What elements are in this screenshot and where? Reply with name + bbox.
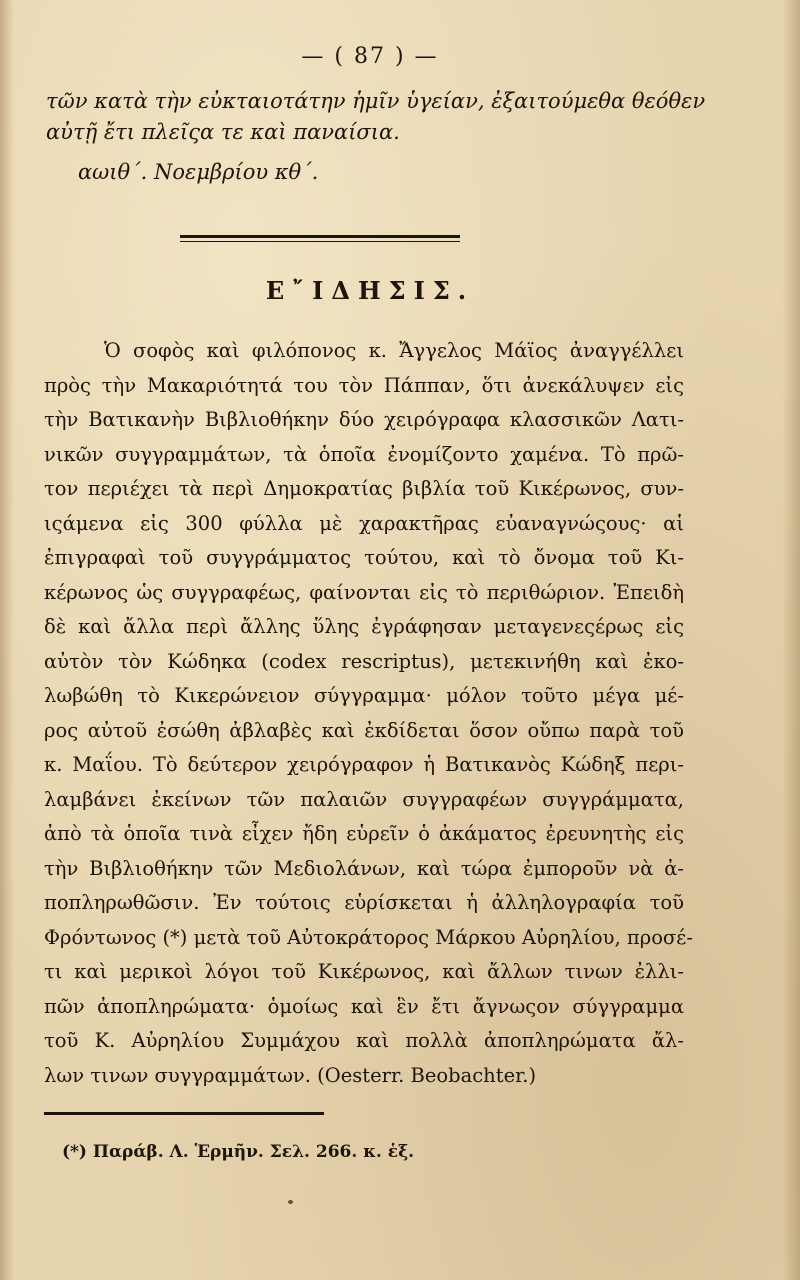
paragraph-line: τον περιέχει τὰ περὶ Δημοκρατίας βιβλία τοῦ Κικέρωνος, συν- — [44, 477, 684, 500]
section-divider — [180, 235, 460, 238]
page-edge-shadow-right — [782, 0, 800, 1280]
section-heading: Ε῎ΙΔΗΣΙΣ. — [265, 276, 475, 305]
paragraph-line: τι καὶ μερικοὶ λόγοι τοῦ Κικέρωνος, καὶ ἄλλων τινων ἐλλι- — [44, 960, 684, 983]
paragraph-line: αὐτὸν τὸν Κώδηκα (codex rescriptus), μετεκινήθη καὶ ἐκο- — [44, 649, 684, 673]
footnote-divider — [44, 1112, 324, 1115]
page-number: — ( 87 ) — — [301, 44, 439, 69]
continued-text — [46, 86, 706, 148]
paragraph-line: νικῶν συγγραμμάτων, τὰ ὁποῖα ἐνομίζοντο χαμένα. Τὸ πρῶ- — [44, 442, 684, 466]
paragraph-line: λαμβάνει ἐκείνων τῶν παλαιῶν συγγραφέων συγγράμματα, — [44, 787, 684, 811]
paragraph-line: Φρόντωνος (*) μετὰ τοῦ Αὐτοκράτορος Μάρκου Αὐρηλίου, προσέ- — [44, 925, 693, 949]
paragraph-line: τοῦ Κ. Αὐρηλίου Συμμάχου καὶ πολλὰ ἀποπληρώματα ἄλ- — [44, 1029, 684, 1052]
continued-line: αὐτῇ ἔτι πλεῖςα τε καὶ παναίσια. — [46, 120, 400, 144]
paragraph-line: δὲ καὶ ἄλλα περὶ ἄλλης ὕλης ἐγράφησαν μεταγενεςέρως εἰς — [44, 615, 684, 638]
paragraph-line: ποπληρωθῶσιν. Ἐν τούτοις εὑρίσκεται ἡ ἀλληλογραφία τοῦ — [44, 891, 684, 914]
date-line: αωιθ΄. Νοεμβρίου κθ΄. — [78, 160, 319, 184]
paragraph-line: τὴν Βιβλιοθήκην τῶν Μεδιολάνων, καὶ τώρα ἐμποροῦν νὰ ἀ- — [44, 856, 684, 880]
paragraph-line: λων τινων συγγραμμάτων. (Oesterr. Beobachter.) — [44, 1063, 537, 1087]
page-edge-shadow-left — [0, 0, 14, 1280]
paragraph-line: κέρωνος ὡς συγγραφέως, φαίνονται εἰς τὸ περιθώριον. Ἐπειδὴ — [44, 580, 684, 604]
paragraph-line: ἐπιγραφαὶ τοῦ συγγράμματος τούτου, καὶ τὸ ὄνομα τοῦ Κι- — [44, 546, 684, 569]
ink-speck — [288, 1200, 293, 1204]
paragraph-line: τὴν Βατικανὴν Βιβλιοθήκην δύο χειρόγραφα κλασσικῶν Λατι- — [44, 408, 684, 431]
continued-line: τῶν κατὰ τὴν εὐκταιοτάτην ἡμῖν ὑγείαν, ἐξαιτούμεθα θεόθεν — [46, 89, 706, 113]
paragraph-line: πρὸς τὴν Μακαριότητά του τὸν Πάππαν, ὅτι ἀνεκάλυψεν εἰς — [44, 373, 684, 397]
paragraph-line: Ὁ σοφὸς καὶ φιλόπονος κ. Ἄγγελος Μάϊος ἀναγγέλλει — [104, 339, 684, 362]
paragraph-line: ιςάμενα εἰς 300 φύλλα μὲ χαρακτῆρας εὐαναγνώςους· αἱ — [44, 511, 684, 535]
paragraph-line: κ. Μαΐου. Τὸ δεύτερον χειρόγραφον ἡ Βατικανὸς Κώδηξ περι- — [44, 753, 684, 776]
paragraph-line: ρος αὐτοῦ ἐσώθη ἀβλαβὲς καὶ ἐκδίδεται ὅσον οὔπω παρὰ τοῦ — [44, 718, 684, 742]
paragraph-line: ἀπὸ τὰ ὁποῖα τινὰ εἶχεν ἤδη εὑρεῖν ὁ ἀκάματος ἐρευνητὴς εἰς — [44, 822, 684, 845]
paragraph-line: πῶν ἀποπληρώματα· ὁμοίως καὶ ἓν ἔτι ἄγνωςον σύγγραμμα — [44, 994, 684, 1018]
paragraph-line: λωβώθη τὸ Κικερώνειον σύγγραμμα· μόλον τοῦτο μέγα μέ- — [44, 684, 684, 707]
news-paragraph — [44, 334, 693, 1093]
footnote: (*) Παράβ. Λ. Ἑρμῆν. Σελ. 266. κ. ἑξ. — [62, 1142, 415, 1162]
